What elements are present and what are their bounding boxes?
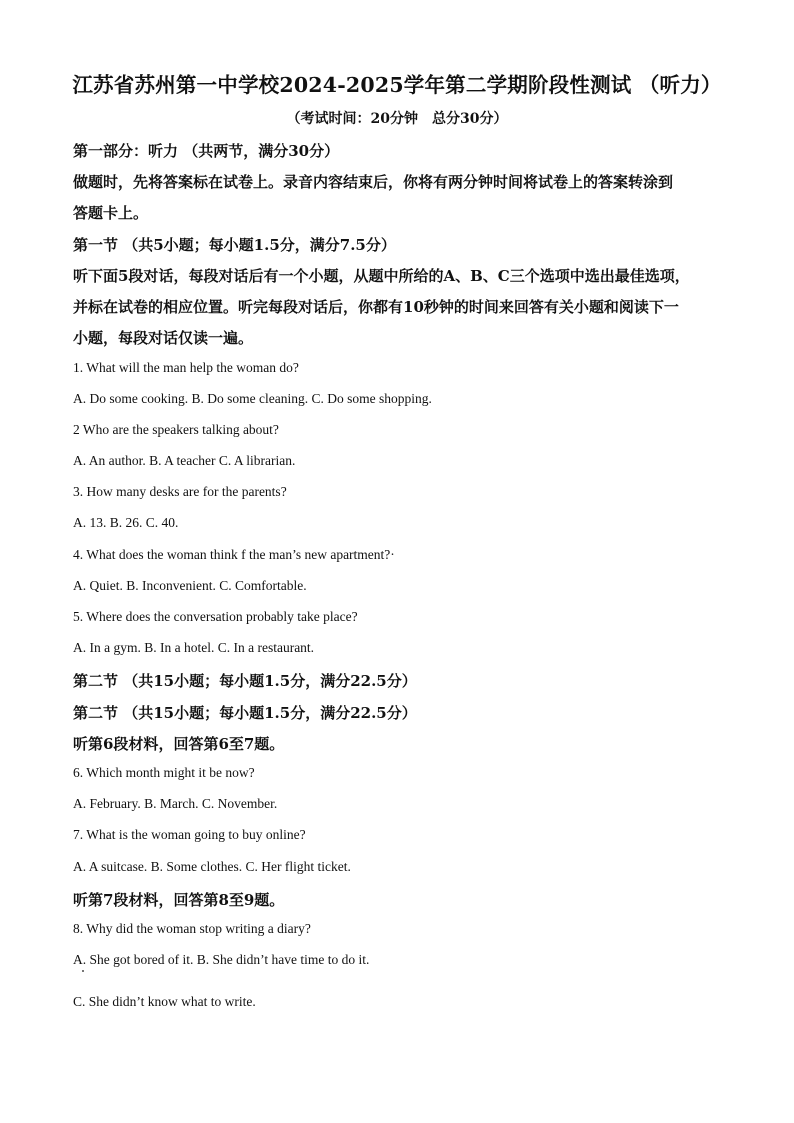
- question-7: 7. What is the woman going to buy online?: [73, 827, 306, 842]
- stray-dot-mark: [82, 970, 84, 972]
- question-8: 8. Why did the woman stop writing a diary?: [73, 921, 311, 936]
- question-3: 3. How many desks are for the parents?: [73, 484, 287, 499]
- options-8-line2: C. She didn’t know what to write.: [73, 994, 256, 1009]
- section2-heading-repeat: 第二节 （共15小题；每小题1.5分，满分22.5分）: [73, 704, 417, 722]
- part1-heading: 第一部分：听力 （共两节，满分30分）: [73, 142, 340, 160]
- question-5: 5. Where does the conversation probably take place?: [73, 609, 358, 624]
- material6-heading: 听第6段材料，回答第6至7题。: [73, 735, 285, 753]
- section1-heading: 第一节 （共5小题；每小题1.5分，满分7.5分）: [73, 236, 396, 254]
- question-6: 6. Which month might it be now?: [73, 765, 255, 780]
- material7-heading: 听第7段材料，回答第8至9题。: [73, 891, 285, 909]
- options-5: A. In a gym. B. In a hotel. C. In a restaurant.: [73, 640, 315, 655]
- exam-title: 江苏省苏州第一中学校2024-2025学年第二学期阶段性测试 （听力）: [72, 73, 722, 97]
- section1-instruction-line3: 小题，每段对话仅读一遍。: [73, 329, 254, 347]
- options-6: A. February. B. March. C. November.: [73, 796, 278, 811]
- options-2: A. An author. B. A teacher C. A librarian.: [73, 453, 296, 468]
- options-4: A. Quiet. B. Inconvenient. C. Comfortable.: [73, 578, 307, 593]
- options-1: A. Do some cooking. B. Do some cleaning. C. Do some shopping.: [73, 391, 432, 406]
- question-2: 2 Who are the speakers talking about?: [73, 422, 279, 437]
- options-7: A. A suitcase. B. Some clothes. C. Her flight ticket.: [73, 859, 351, 874]
- question-1: 1. What will the man help the woman do?: [73, 360, 299, 375]
- section1-instruction-line1: 听下面5段对话，每段对话后有一个小题，从题中所给的A、B、C三个选项中选出最佳选项，: [73, 267, 690, 285]
- part1-instruction-line1: 做题时，先将答案标在试卷上。录音内容结束后，你将有两分钟时间将试卷上的答案转涂到: [73, 173, 674, 191]
- section1-instruction-line2: 并标在试卷的相应位置。听完每段对话后，你都有10秒钟的时间来回答有关小题和阅读下一: [73, 298, 679, 316]
- section2-heading: 第二节 （共15小题；每小题1.5分，满分22.5分）: [73, 672, 417, 690]
- question-4: 4. What does the woman think f the man’s new apartment?·: [73, 547, 395, 562]
- part1-instruction-line2: 答题卡上。: [73, 204, 149, 222]
- options-3: A. 13. B. 26. C. 40.: [73, 515, 179, 530]
- options-8-line1: A. She got bored of it. B. She didn’t have time to do it.: [73, 952, 370, 967]
- exam-subtitle: （考试时间：20分钟 总分30分）: [286, 111, 508, 127]
